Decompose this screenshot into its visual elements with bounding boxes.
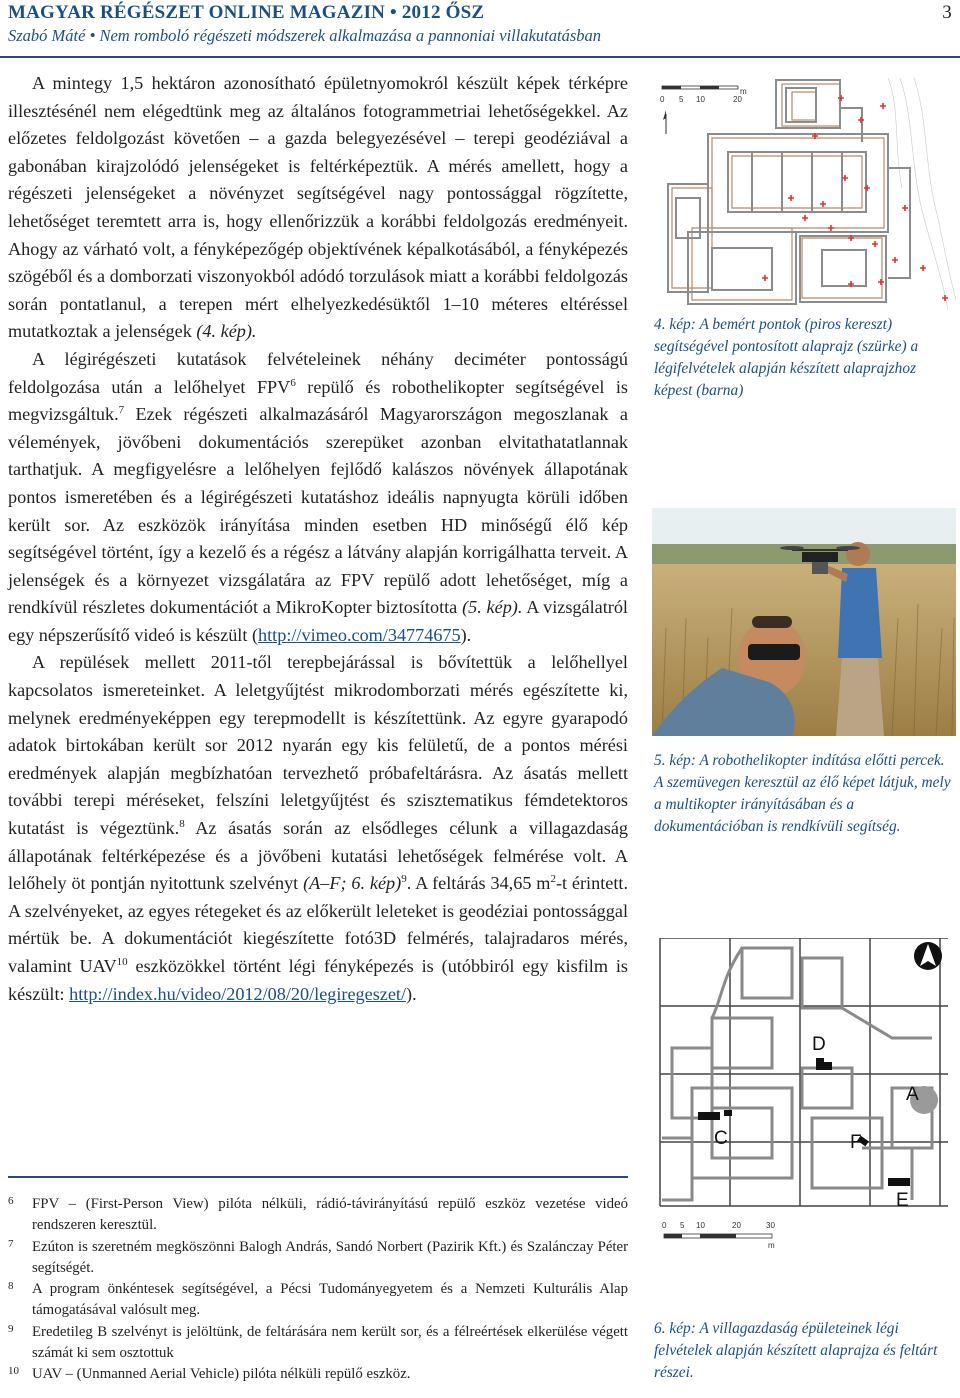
vimeo-link[interactable]: http://vimeo.com/34774675 (258, 624, 461, 645)
svg-text:10: 10 (696, 95, 705, 104)
footnote-ref-8[interactable]: 8 (179, 817, 185, 830)
north-arrow-icon (663, 110, 666, 134)
svg-text:20: 20 (733, 95, 742, 104)
figure-5-caption: 5. kép: A robothelikopter indítása előtti percek. A szemüvegen keresztül az élő képet látjuk, mely a multikopter irányításában és a dokumentációban is rendkívüli segítség. (654, 752, 951, 835)
trench-label-c: C (714, 1128, 728, 1149)
footnote-9: 9 Eredetileg B szelvényt is jelöltünk, de feltárására nem került sor, és a félreértések elkerülése végett számát ki sem osztottuk (8, 1322, 628, 1362)
article-body (8, 70, 628, 1008)
figure-6-caption: 6. kép: A villagazdaság épületeinek légi felvételek alapján készített alaprajza és feltárt részei. (654, 1320, 938, 1381)
figure-4-plan (652, 78, 956, 310)
paragraph-1: A mintegy 1,5 hektáron azonosítható épületnyomokról készült képek térképre illesztésénél nem elégedtünk meg az általános fotogrammetriai lehetőségekkel. Az előzetes feldolgozást követően – a gazda belegyezésével – terepi geodéziával a gabonában kirajzolódó jelenségeket is feltérképeztük. A mérés amellett, hogy a régészeti jelenségeket a növényzet segítségével nagy pontossággal rögzítette, lehetőséget teremtett arra is, hogy ellenőrizzük a korábbi feldolgozás eredményeit. Ahogy az várható volt, a fényképezőgép objektívének képalkotásából, a fényképezés szögéből és a domborzati viszonyokból adódó torzulások miatt a korábbi feldolgozás során pontatlanul, a terepen mért elhelyezkedésüktől 1–10 méteres eltéréssel mutatkoztak a jelenségek (4. kép). (8, 73, 628, 342)
svg-text:0: 0 (660, 95, 665, 104)
footnote-divider (8, 1176, 628, 1178)
footnote-ref-10[interactable]: 10 (116, 955, 128, 968)
svg-text:30: 30 (766, 1221, 775, 1230)
trench-label-f: F (850, 1132, 862, 1153)
footnote-ref-9[interactable]: 9 (401, 873, 407, 886)
index-video-link[interactable]: http://index.hu/video/2012/08/20/legiregeszet/ (69, 983, 407, 1004)
footnote-ref-7[interactable]: 7 (118, 404, 125, 417)
trench-label-e: E (896, 1190, 909, 1211)
footnote-7: 7 Ezúton is szeretném megköszönni Balogh András, Sandó Norbert (Pazirik Kft.) és Szalánczay Péter segítségét. (8, 1237, 628, 1276)
scale-bar (662, 1221, 775, 1250)
svg-text:10: 10 (696, 1221, 705, 1230)
header-divider (0, 56, 960, 58)
footnote-ref-6[interactable]: 6 (290, 376, 296, 389)
svg-text:m: m (768, 1241, 775, 1250)
footnote-8: 8 A program önkéntesek segítségével, a Pécsi Tudományegyetem és a Nemzeti Kulturális Alap támogatásával valósult meg. (8, 1280, 628, 1319)
footnotes (8, 1194, 628, 1386)
figure-ref-5[interactable]: (5. kép). (462, 597, 523, 618)
surveyed-plan (668, 80, 910, 304)
article-subtitle: Szabó Máté • Nem romboló régészeti módszerek alkalmazása a pannoniai villakutatásban (8, 26, 602, 45)
helicopter-launch-photo (652, 508, 956, 736)
header-top-line (8, 2, 952, 24)
svg-text:5: 5 (679, 95, 684, 104)
paragraph-2: A légirégészeti kutatások felvételeinek néhány deciméter pontosságú feldolgozása után a lelőhelyet FPV$^6$ repülő és robothelikopter segítségével is megvizsgáltuk.$^7$ Ezek régészeti alkalmazásáról Magyarországon megoszlanak a vélemények, jövőbeni dokumentációs szerepüket azonban elvitathatatlannak tarthatjuk. A megfigyelésre a lelőhelyen fejlődő kalászos növények állapotának pontos ismeretében és a légirégészeti kutatáshoz ideális napnyugta körüli időben került sor. Az eszközök irányítása minden esetben HD minőségű élő kép segítségével történt, így a kezelő és a régész a látvány alapján korrigálhatta terveit. A jelenségek és a környezet vizsgálatára az FPV repülő adott lehetőséget, míg a rendkívül részletes dokumentációt a MikroKopter biztosította (5. kép). A vizsgálatról egy népszerűsítő videó is készült (http://vimeo.com/34774675). (8, 348, 628, 645)
svg-text:0: 0 (662, 1221, 667, 1230)
survey-plan-drawing (652, 78, 956, 310)
trench-label-a: A (906, 1084, 919, 1105)
area-superscript: 2 (550, 873, 556, 886)
svg-text:20: 20 (732, 1221, 741, 1230)
trench-label-d: D (812, 1034, 826, 1055)
scale-bar (660, 86, 747, 104)
page-number: 3 (942, 2, 952, 23)
page-header (8, 2, 952, 46)
footnote-10: 10 UAV – (Unmanned Aerial Vehicle) pilóta nélküli repülő eszköz. (8, 1365, 411, 1383)
figure-ref-4[interactable]: (4. kép). (196, 321, 257, 342)
footnote-6: 6 FPV – (First-Person View) pilóta nélküli, rádió-távirányítású repülő eszköz vezetése videó rendszeren keresztül. (8, 1195, 628, 1234)
svg-text:m: m (740, 87, 747, 96)
magazine-title: MAGYAR RÉGÉSZET ONLINE MAGAZIN • 2012 ŐSZ (8, 2, 485, 23)
villa-site-plan (652, 938, 956, 1310)
aerial-plan (672, 84, 884, 300)
north-arrow-icon (914, 942, 942, 970)
figure-6-plan (652, 938, 956, 1310)
figure-4-caption: 4. kép: A bemért pontok (piros kereszt) segítségével pontosított alaprajz (szürke) a légifelvételek alapján készített alaprajzhoz képest (barna) (654, 316, 919, 399)
figure-ref-6[interactable]: (A–F; 6. kép) (303, 873, 402, 894)
svg-text:5: 5 (680, 1221, 685, 1230)
figure-5-photo (652, 508, 956, 736)
paragraph-3: A repülések mellett 2011-től terepbejárással is bővítettük a lelőhellyel kapcsolatos ismereteinket. A leletgyűjtést mikrodomborzati mérés egészítette ki, melynek eredményeképpen egy terepmodellt is készítettünk. Az egyre gyarapodó adatok birtokában került sor 2012 nyarán egy kis felületű, de a pontos mérési eredmények alapján megbízhatóan tervezhető próbafeltárásra. Az ásatás mellett további terepi méréseket, felszíni leletgyűjtést és szisztematikus fémdetektoros kutatást is végeztünk.$^8$ Az ásatás során az elsődleges célunk a villagazdaság állapotának feltérképezése és a jövőbeni kutatási lehetőségek felmérése volt. A lelőhely öt pontján nyitottunk szelvényt (A–F; 6. kép)$^9$. A feltárás 34,65 $m^2-t$ érintett. A szelvényeket, az egyes rétegeket és az előkerült leleteket is geodéziai pontossággal mértük be. A dokumentációt kiegészítette fotó3D felmérés, talajradaros mérés, valamint UAV$^{10}$ eszközökkel történt légi fényképezés is (utóbbiról egy kisfilm is készült: http://index.hu/video/2012/08/20/legiregeszet/). (8, 652, 629, 1004)
